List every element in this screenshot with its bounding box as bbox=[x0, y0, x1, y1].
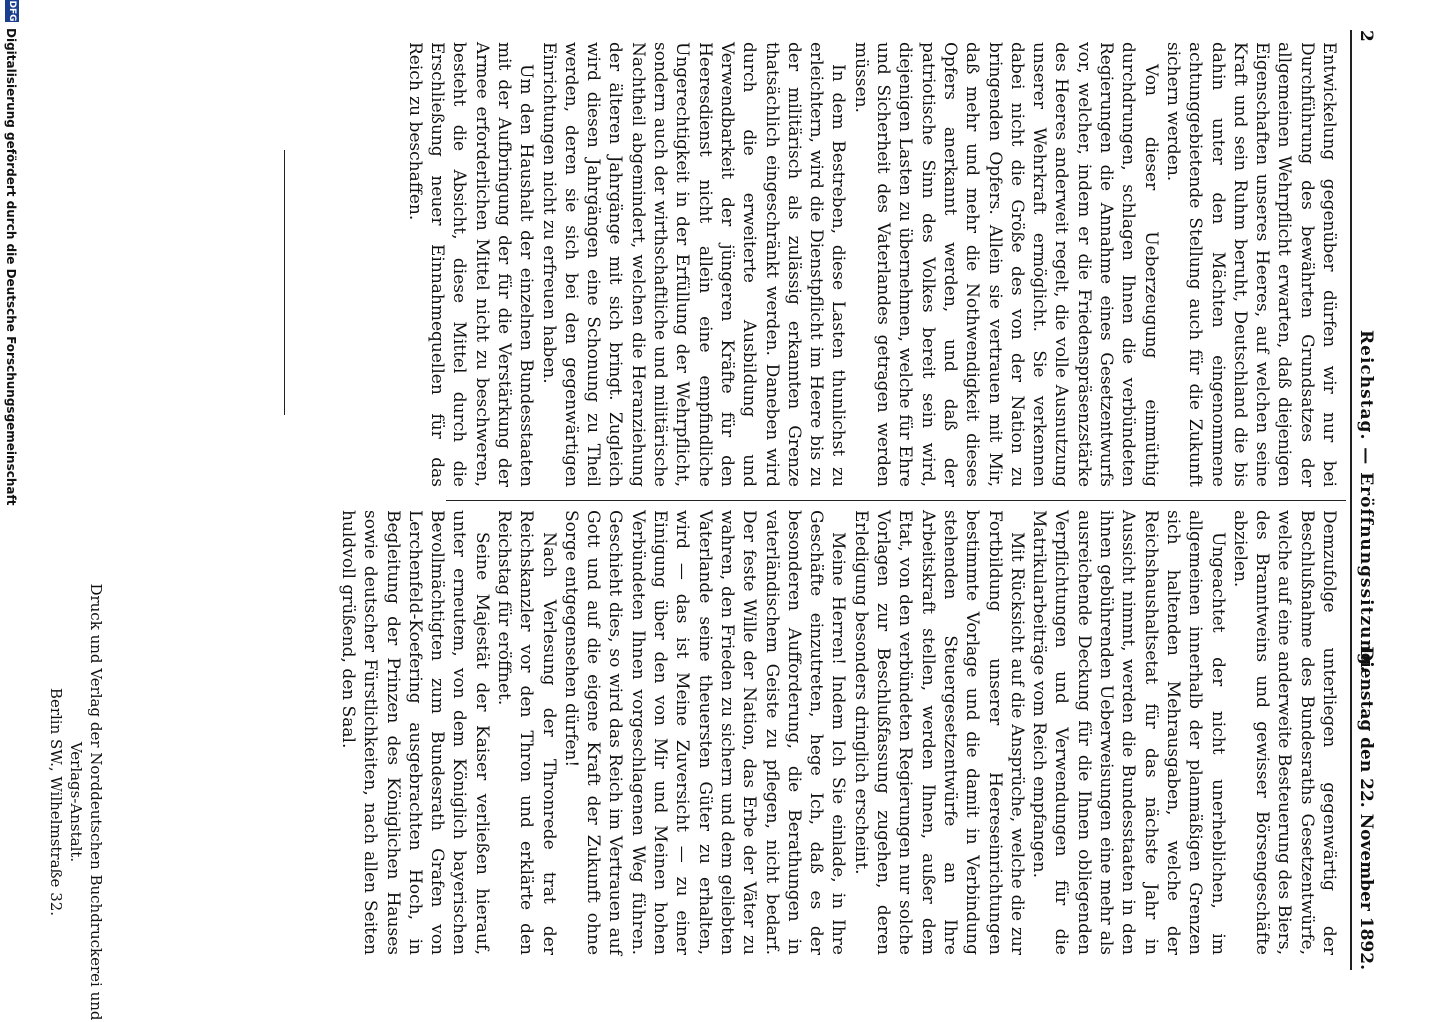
paragraph: Nach Verlesung der Thronrede trat der Reichskanzler vor den Thron und erklärte den Reichstag für eröffnet. bbox=[494, 510, 559, 955]
column-divider bbox=[446, 500, 1346, 501]
header-title: Reichstag. — Eröffnungssitzung. bbox=[1356, 330, 1376, 673]
left-column bbox=[404, 42, 1340, 487]
dfg-logo: DFG bbox=[7, 0, 17, 22]
digitization-note: Digitalisierung gefördert durch die Deutsche Forschungsgemeinschaft bbox=[4, 28, 18, 506]
paragraph: Ungeachtet der nicht unerheblichen, im allgemeinen innerhalb der planmäßigen Grenzen sich haltenden Mehrausgaben, welche der Reichshaushaltsetat für das nächste Jahr in Aussicht nimmt, werden die Bundesstaaten in den ihnen gebührenden Ueberweisungen eine mehr als ausreichende Deckung für die Ihnen obliegenden Verpflichtungen und Verwendungen für die Matrikularbeiträge vom Reich empfangen. bbox=[1029, 510, 1228, 955]
page-number: 2 bbox=[1356, 30, 1376, 42]
paragraph: Entwickelung gegenüber dürfen wir nur bei Durchführung des bewährten Grundsatzes der allgemeinen Wehrpflicht erwarten, daß diejenigen Eigenschaften unseres Heeres, auf welchen seine Kraft und sein Ruhm beruht, Deutschland die bis dahin unter den Mächten eingenommene achtunggebietende Stellung auch für die Zukunft sichern werden. bbox=[1162, 42, 1339, 487]
imprint-line: Druck und Verlag der Norddeutschen Buchdruckerei und Verlags-Anstalt. bbox=[67, 583, 105, 1021]
paragraph: Meine Herren! Indem Ich Sie einlade, in Ihre Geschäfte einzutreten, hege Ich, daß es der besonderen Aufforderung, die Berathungen in vaterländischem Geiste zu pflegen, nicht bedarf. Der feste Wille der Nation, das Erbe der Väter zu wahren, den Frieden zu sichern und dem geliebten Vaterlande seine theuersten Güter zu erhalten, wird — das ist Meine Zuversicht — zu einer Einigung über den von Mir und Meinen hohen Verbündeten Ihnen vorgeschlagenen Weg führen. Geschieht dies, so wird das Reich im Vertrauen auf Gott und auf die eigene Kraft der Zukunft ohne Sorge entgegensehen dürfen! bbox=[560, 510, 849, 955]
closing-rule bbox=[284, 150, 285, 415]
printer-imprint bbox=[46, 582, 106, 1022]
header-date: Dienstag den 22. November 1892. bbox=[1356, 646, 1376, 970]
right-column bbox=[337, 510, 1340, 955]
paragraph: Seine Majestät der Kaiser verließen hierauf, unter erneutem, von dem Königlich bayerischen Bevollmächtigten zum Bundesrath Grafen von Lerchenfeld-Koefering ausgebrachten Hoch, in Begleitung der Prinzen des Königlichen Hauses sowie deutscher Fürstlichkeiten, nach allen Seiten huldvoll grüßend, den Saal. bbox=[337, 510, 492, 955]
paragraph: Demzufolge unterliegen gegenwärtig der Beschlußnahme des Bundesraths Gesetzentwürfe, welche auf eine anderweite Besteuerung des Biers, des Branntweins und gewisser Börsengeschäfte abzielen. bbox=[1229, 510, 1339, 955]
imprint-line: Berlin SW., Wilhelmstraße 32. bbox=[47, 687, 65, 917]
page-header bbox=[1350, 30, 1380, 970]
paragraph: Mit Rücksicht auf die Ansprüche, welche die zur Fortbildung unserer Heereseinrichtungen bestimmte Vorlage und die damit in Verbindung stehenden Steuergesetzentwürfe an Ihre Arbeitskraft stellen, werden Ihnen, außer dem Etat, von den verbündeten Regierungen nur solche Vorlagen zur Beschlußfassung zugehen, deren Erledigung besonders dringlich erscheint. bbox=[850, 510, 1027, 955]
paragraph: Von dieser Ueberzeugung einmüthig durchdrungen, schlagen Ihnen die verbündeten Regierungen die Annahme eines Gesetzentwurfs vor, welcher, indem er die Friedenspräsenzstärke des Heeres anderweit regelt, die volle Ausnutzung unserer Wehrkraft ermöglicht. Sie verkennen dabei nicht die Größe des von der Nation zu bringenden Opfers. Allein sie vertrauen mit Mir, daß mehr und mehr die Nothwendigkeit dieses Opfers anerkannt werden, und daß der patriotische Sinn des Volkes bereit sein wird, diejenigen Lasten zu übernehmen, welche für Ehre und Sicherheit des Vaterlandes getragen werden müssen. bbox=[850, 42, 1161, 487]
paragraph: In dem Bestreben, diese Lasten thunlichst zu erleichtern, wird die Dienstpflicht im Heere bis zu der militärisch als zulässig erkannten Grenze thatsächlich eingeschränkt werden. Daneben wird durch die erweiterte Ausbildung und Verwendbarkeit der jüngeren Kräfte für den Heeresdienst nicht allein eine empfindliche Ungerechtigkeit in der Erfüllung der Wehrpflicht, sondern auch der wirthschaftliche und militärische Nachtheil abgemindert, welchen die Heranziehung der älteren Jahrgänge mit sich bringt. Zugleich wird diesen Jahrgängen eine Schonung zu Theil werden, deren sie sich bei den gegenwärtigen Einrichtungen nicht zu erfreuen haben. bbox=[538, 42, 849, 487]
digitization-footer bbox=[0, 0, 22, 1000]
paragraph: Um den Haushalt der einzelnen Bundesstaaten mit der Aufbringung der für die Verstärkung der Armee erforderlichen Mittel nicht zu beschweren, besteht die Absicht, diese Mittel durch die Erschließung neuer Einnahmequellen für das Reich zu beschaffen. bbox=[404, 42, 537, 487]
